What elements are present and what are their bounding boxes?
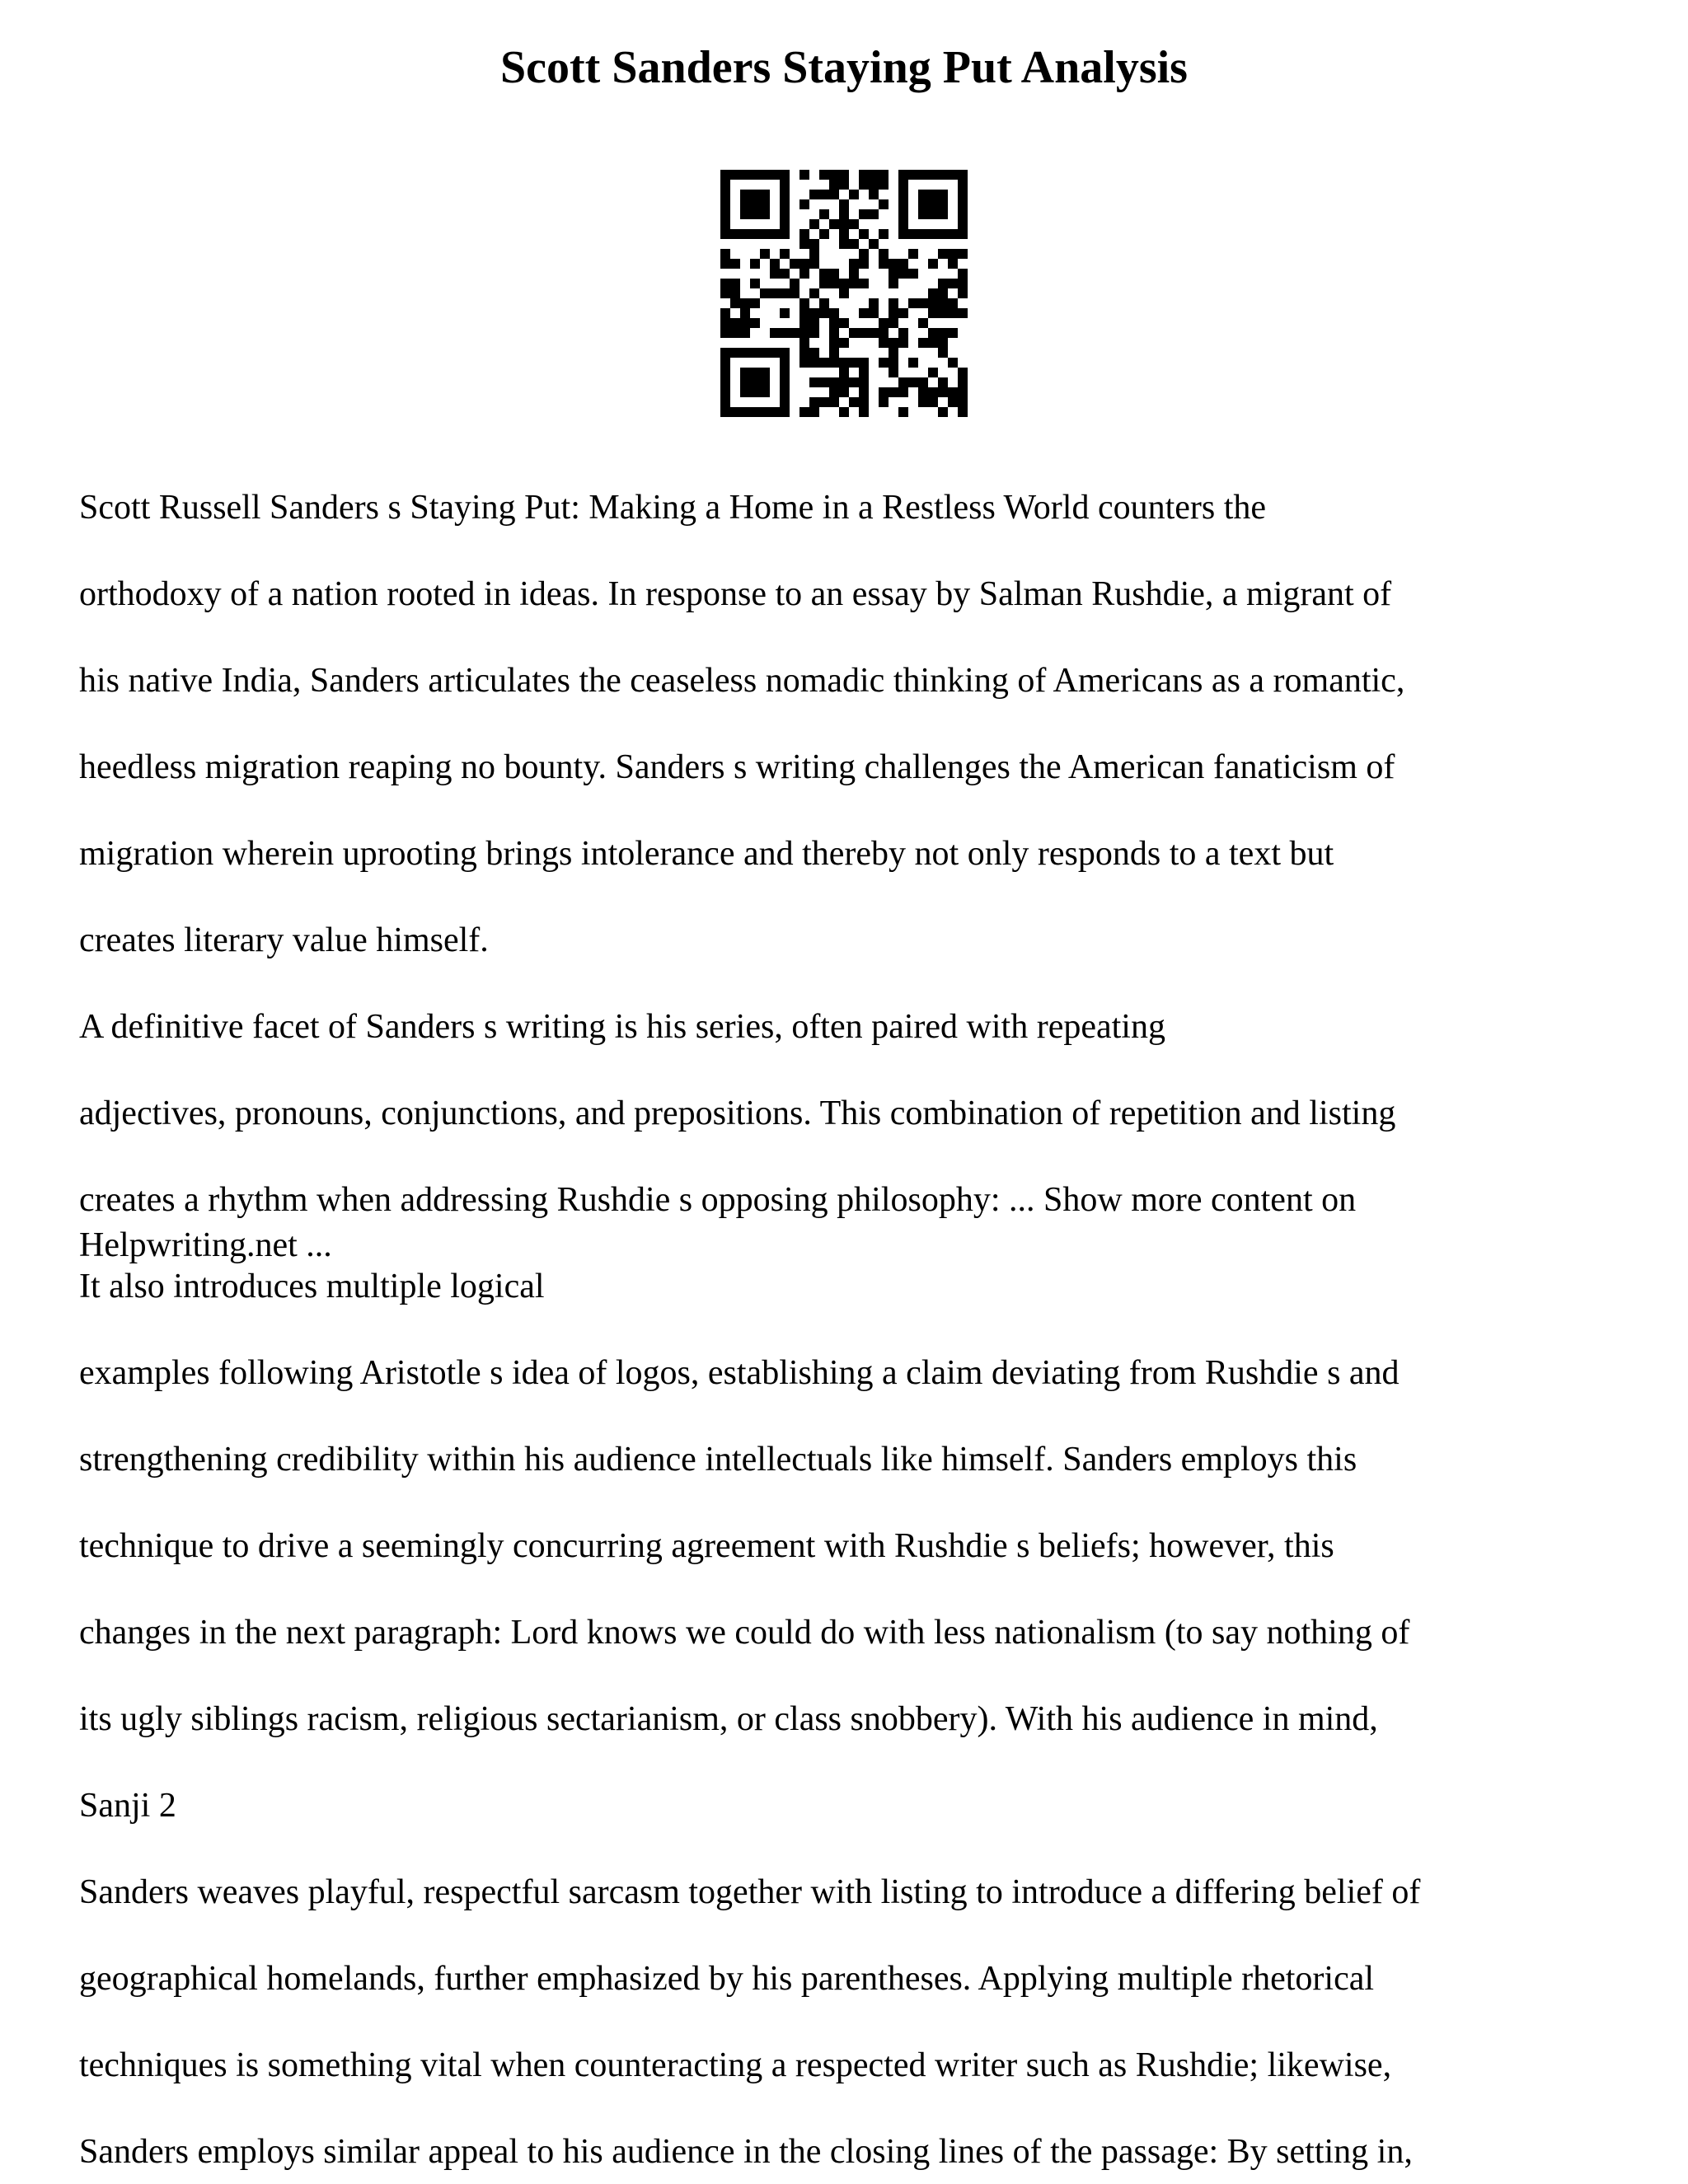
body-line: A definitive facet of Sanders s writing is his series, often paired with repeating xyxy=(79,1008,1165,1046)
body-line: examples following Aristotle s idea of logos, establishing a claim deviating from Rushdie s and xyxy=(79,1354,1400,1392)
body-line: creates a rhythm when addressing Rushdie s opposing philosophy: ... Show more content on xyxy=(79,1181,1357,1219)
body-line: creates literary value himself. xyxy=(79,921,489,959)
body-line: Sanji 2 xyxy=(79,1787,176,1825)
body-line: Sanders employs similar appeal to his audience in the closing lines of the passage: By setting in, xyxy=(79,2133,1413,2171)
body-line: changes in the next paragraph: Lord knows we could do with less nationalism (to say nothing of xyxy=(79,1614,1410,1652)
body-line: technique to drive a seemingly concurring agreement with Rushdie s beliefs; however, this xyxy=(79,1527,1334,1565)
page-title: Scott Sanders Staying Put Analysis xyxy=(500,42,1188,93)
body-line: Helpwriting.net ... xyxy=(79,1226,332,1264)
body-line: techniques is something vital when counteracting a respected writer such as Rushdie; likewise, xyxy=(79,2046,1392,2084)
body-line: It also introduces multiple logical xyxy=(79,1268,545,1305)
qr-code-icon xyxy=(720,170,968,417)
body-line: geographical homelands, further emphasized by his parentheses. Applying multiple rhetorical xyxy=(79,1960,1375,1998)
body-line: heedless migration reaping no bounty. Sanders s writing challenges the American fanaticism of xyxy=(79,748,1395,786)
body-line: adjectives, pronouns, conjunctions, and prepositions. This combination of repetition and listing xyxy=(79,1094,1396,1132)
body-line: Scott Russell Sanders s Staying Put: Making a Home in a Restless World counters the xyxy=(79,489,1267,527)
body-line: his native India, Sanders articulates the ceaseless nomadic thinking of Americans as a romantic, xyxy=(79,662,1405,700)
body-line: migration wherein uprooting brings intolerance and thereby not only responds to a text but xyxy=(79,835,1334,873)
body-line: strengthening credibility within his audience intellectuals like himself. Sanders employs this xyxy=(79,1441,1357,1479)
body-line: its ugly siblings racism, religious sectarianism, or class snobbery). With his audience in mind, xyxy=(79,1700,1378,1738)
body-line: Sanders weaves playful, respectful sarcasm together with listing to introduce a differing belief of xyxy=(79,1873,1421,1911)
body-line: orthodoxy of a nation rooted in ideas. In response to an essay by Salman Rushdie, a migrant of xyxy=(79,575,1392,613)
